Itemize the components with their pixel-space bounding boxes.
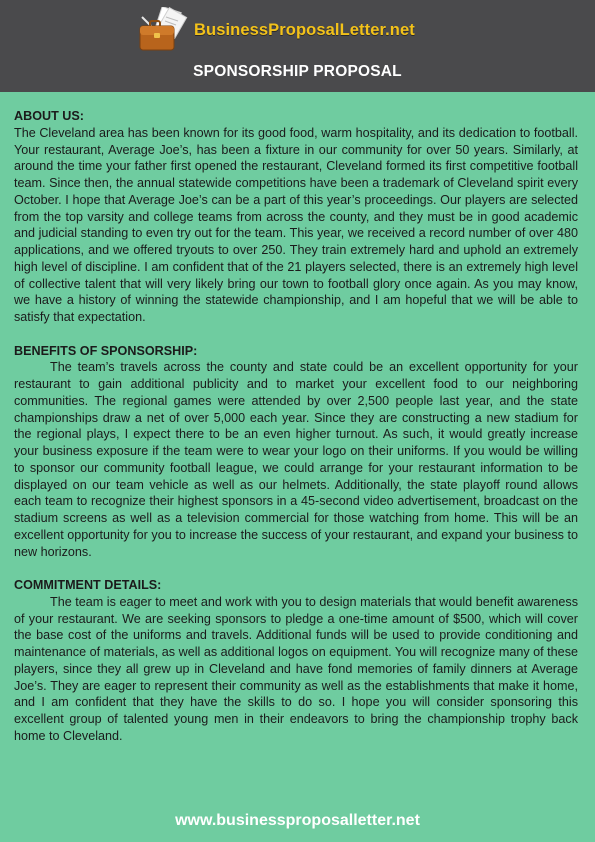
section-commitment bbox=[14, 577, 578, 745]
section-heading: BENEFITS OF SPONSORSHIP: bbox=[14, 343, 198, 358]
briefcase-with-papers-icon bbox=[136, 7, 192, 53]
logo-text: BusinessProposalLetter.net bbox=[194, 20, 415, 39]
footer-url[interactable]: www.businessproposalletter.net bbox=[175, 812, 420, 829]
section-body: The team is eager to meet and work with you to design materials that would benefit awareness of your restaurant. We are seeking sponsors to pledge a one-time amount of $500, which will cover the base cost of the uniforms and travels. Additional funds will be used to provide conditioning and maintenance of materials, as well as additional logos on equipment. You will recognize many of these players, since they all grew up in Cleveland and have fond memories of family dinners at Average Joe’s. They are eager to represent their community as well as the establishments that make it home, and I am confident that they have the skills to do so. I hope you will consider sponsoring this excellent group of talented young men in their endeavors to bring the championship trophy back home to Cleveland. bbox=[14, 594, 578, 743]
section-heading: ABOUT US: bbox=[14, 109, 84, 123]
section-heading: COMMITMENT DETAILS: bbox=[14, 578, 162, 592]
letter-content bbox=[14, 108, 578, 761]
header-bar bbox=[0, 0, 595, 92]
section-about-us bbox=[14, 108, 578, 326]
page-title: SPONSORSHIP PROPOSAL bbox=[193, 63, 402, 80]
section-body: The Cleveland area has been known for its good food, warm hospitality, and its dedication to football. Your restaurant, Average Joe’s, has been a fixture in our community for over 50 years. Similarly, at around the time your father first opened the restaurant, Cleveland formed its first competitive football team. Since then, the annual statewide competitions have been a trademark of Cleveland spirit every October. I hope that Average Joe’s can be a part of this year’s proceedings. Our players are selected from the top varsity and college teams from across the county, and they must be in good academic and judicial standing to even try out for the team. This year, we received a record number of over 480 applications, and we offered tryouts to over 250. They train extremely hard and uphold an extremely high level of discipline. I am confident that of the 21 players selected, there is an extremely high level of collective talent that will very likely bring our town to football glory once again. As you may know, we have a history of winning the statewide championship, and I am hopeful that we will be able to satisfy that expectation. bbox=[14, 125, 578, 324]
section-benefits bbox=[14, 343, 578, 561]
section-body: The team’s travels across the county and state could be an excellent opportunity for your restaurant to gain additional publicity and to market your excellent food to our neighboring communities. The regional games were attended by over 2,500 people last year, and the state championships draw a net of over 5,000 each year. Since they are constructing a new stadium for the regional plays, I expect there to be an even higher turnout. As such, it would greatly increase your business exposure if the team were to wear your logo on their uniforms. If you would be willing to sponsor our community football league, we could arrange for your restaurant information to be displayed on our team vehicle as well as our helmets. Additionally, the state playoff round allows each team to recognize their highest sponsors in a 45-second video advertisement, broadcast on the stadium screens as well as a television commercial for those watching from home. This will be an excellent opportunity for you to increase the success of your restaurant, and expand your business to new horizons. bbox=[14, 360, 578, 559]
site-logo[interactable] bbox=[136, 6, 466, 54]
